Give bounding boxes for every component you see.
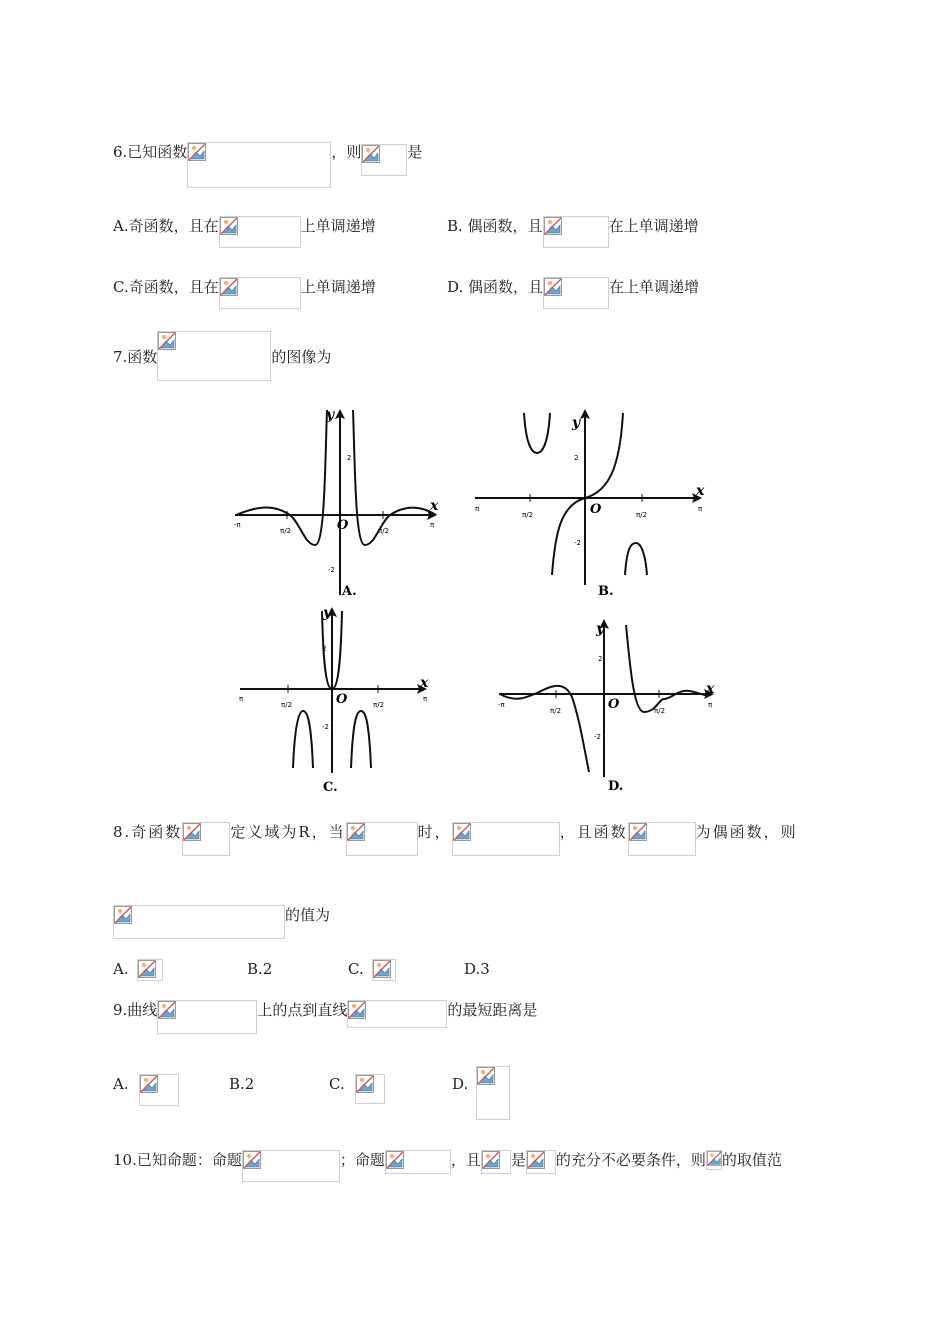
math-image [219, 216, 301, 248]
math-image [385, 1150, 451, 1174]
x-axis-label: x [420, 675, 429, 691]
broken-image-icon [183, 823, 201, 841]
broken-image-icon [453, 823, 471, 841]
q8-stem-text-e: 为偶函数，则 [695, 823, 798, 841]
q8-option-c-label: C. [348, 960, 364, 978]
q9-option-b-label: B.2 [229, 1075, 255, 1093]
broken-image-icon [138, 960, 156, 978]
tick-two: 2 [347, 454, 352, 462]
q8-option-a [113, 959, 163, 981]
q6-option-d-text: D. 偶函数，且 [447, 278, 544, 296]
q8-stem-text-d: ，且函数 [559, 823, 628, 841]
broken-image-icon [158, 332, 176, 350]
broken-image-icon [348, 1001, 366, 1019]
q9-option-c [329, 1074, 385, 1104]
tick-two: 2 [598, 655, 603, 663]
math-image [355, 1074, 385, 1104]
y-axis-label: y [596, 621, 605, 637]
q6-option-c-text: C.奇函数，且在 [113, 278, 219, 296]
broken-image-icon [362, 145, 380, 163]
x-axis-label: x [706, 681, 715, 697]
math-image [628, 822, 696, 856]
x-axis-label: x [430, 498, 439, 514]
tick-neg-two: -2 [322, 723, 329, 731]
x-axis-label: x [696, 483, 705, 499]
broken-image-icon [707, 1151, 722, 1166]
tick-pi: π [430, 521, 435, 529]
graph-c [235, 603, 440, 798]
q6-option-d-text-2: 在上单调递增 [609, 278, 700, 296]
q8-stem-text-c: 时， [417, 823, 452, 841]
q6-option-b [447, 216, 699, 248]
tick-neg-half-pi: π/2 [280, 527, 292, 535]
q6-option-c-text-2: 上单调递增 [300, 278, 376, 296]
tick-half-pi: π/2 [378, 527, 390, 535]
q6-stem-text-a: 6.已知函数 [113, 143, 188, 161]
broken-image-icon [188, 143, 206, 161]
q9-stem-text-c: 的最短距离是 [447, 1001, 538, 1019]
math-image [182, 822, 230, 856]
q8-stem [113, 822, 798, 856]
q6-stem-text-b: ，则 [331, 143, 362, 161]
origin-label: O [590, 502, 602, 517]
tick-neg-two: -2 [574, 539, 581, 547]
broken-image-icon [356, 1075, 374, 1093]
q9-option-d [452, 1074, 510, 1120]
broken-image-icon [544, 278, 562, 296]
math-image [452, 822, 560, 856]
origin-label: O [337, 518, 349, 533]
math-image [139, 1074, 179, 1106]
q6-option-a-text: A.奇函数，且在 [113, 217, 219, 235]
q10-stem-text-c: ，且 [450, 1151, 481, 1169]
math-image [706, 1150, 722, 1170]
tick-pi: π [423, 695, 428, 703]
q9-option-b [229, 1074, 254, 1094]
math-image [372, 959, 396, 981]
tick-neg-two: -2 [328, 566, 335, 574]
q6-option-c [113, 277, 376, 309]
math-image [157, 331, 271, 381]
broken-image-icon [386, 1151, 404, 1169]
q8-option-b [247, 959, 272, 979]
q7-stem-text-b: 的图像为 [271, 348, 332, 366]
broken-image-icon [629, 823, 647, 841]
q7-stem-text-a: 7.函数 [113, 348, 158, 366]
q9-option-a [113, 1074, 179, 1106]
tick-pi: π [708, 701, 713, 709]
tick-neg-pi: -π [234, 521, 241, 529]
broken-image-icon [220, 217, 238, 235]
q8-option-d [464, 959, 490, 979]
math-image [157, 1000, 257, 1034]
q10-stem-text-f: 的取值范 [721, 1151, 782, 1169]
graph-b [470, 405, 710, 600]
broken-image-icon [158, 1001, 176, 1019]
tick-neg-half-pi: π/2 [281, 701, 293, 709]
math-image [219, 277, 301, 309]
q9-option-a-label: A. [113, 1075, 129, 1093]
broken-image-icon [140, 1075, 158, 1093]
tick-two: 2 [322, 645, 327, 653]
tick-pi: π [698, 505, 703, 513]
graph-d-label: D. [608, 779, 624, 794]
broken-image-icon [220, 278, 238, 296]
graph-b-label: B. [598, 584, 614, 599]
q6-option-a [113, 216, 376, 248]
q6-stem [113, 142, 422, 188]
tick-neg-pi: π [475, 505, 480, 513]
q10-stem-text-e: 的充分不必要条件，则 [555, 1151, 706, 1169]
q8-stem-cont [113, 905, 330, 939]
tick-neg-pi: -π [498, 701, 505, 709]
q10-stem [113, 1150, 782, 1182]
broken-image-icon [482, 1151, 500, 1169]
q10-stem-text-a: 10.已知命题：命题 [113, 1151, 242, 1169]
tick-half-pi: π/2 [654, 707, 666, 715]
math-image [526, 1150, 556, 1174]
q8-option-c [348, 959, 396, 981]
tick-neg-two: -2 [594, 733, 601, 741]
q8-option-a-label: A. [113, 960, 129, 978]
q9-stem-text-b: 上的点到直线 [257, 1001, 348, 1019]
q10-stem-text-b: ；命题 [339, 1151, 385, 1169]
q8-stem-text-f: 的值为 [285, 906, 331, 924]
q9-stem [113, 1000, 537, 1034]
y-axis-label: y [572, 415, 581, 431]
q6-option-b-text-2: 在上单调递增 [608, 217, 699, 235]
origin-label: O [336, 692, 348, 707]
origin-label: O [608, 697, 620, 712]
broken-image-icon [373, 960, 391, 978]
broken-image-icon [114, 906, 132, 924]
q8-option-d-label: D.3 [464, 960, 490, 978]
q6-option-d [447, 277, 699, 309]
broken-image-icon [527, 1151, 545, 1169]
y-axis-label: y [323, 605, 332, 621]
math-image [361, 144, 407, 176]
math-image [481, 1150, 511, 1174]
broken-image-icon [347, 823, 365, 841]
broken-image-icon [544, 217, 562, 235]
q9-stem-text-a: 9.曲线 [113, 1001, 158, 1019]
q6-option-a-text-2: 上单调递增 [300, 217, 376, 235]
q10-stem-text-d: 是 [510, 1151, 526, 1169]
q9-option-c-label: C. [329, 1075, 345, 1093]
graph-a [230, 405, 445, 600]
tick-neg-half-pi: π/2 [522, 511, 534, 519]
q6-option-b-text: B. 偶函数，且 [447, 217, 543, 235]
math-image [347, 1000, 447, 1028]
tick-half-pi: π/2 [636, 511, 648, 519]
broken-image-icon [477, 1067, 495, 1085]
math-image [543, 216, 609, 248]
broken-image-icon [243, 1151, 261, 1169]
q7-stem [113, 347, 331, 381]
math-image [476, 1066, 510, 1120]
graph-a-label: A. [342, 584, 357, 599]
graph-c-label: C. [323, 780, 338, 795]
q8-stem-text-b: 定义域为R，当 [230, 823, 346, 841]
q8-stem-text-a: 8.奇函数 [113, 823, 183, 841]
math-image [137, 959, 163, 981]
q9-option-d-label: D. [452, 1075, 469, 1093]
q6-stem-text-c: 是 [407, 143, 423, 161]
y-axis-label: y [326, 407, 335, 423]
math-image [187, 142, 331, 188]
math-image [543, 277, 609, 309]
q8-option-b-label: B.2 [247, 960, 273, 978]
graph-d [494, 617, 722, 797]
math-image [346, 822, 418, 856]
tick-neg-half-pi: π/2 [550, 707, 562, 715]
tick-two: 2 [574, 454, 579, 462]
tick-half-pi: π/2 [373, 701, 385, 709]
math-image [242, 1150, 340, 1182]
tick-neg-pi: π [239, 695, 244, 703]
math-image [113, 905, 285, 939]
